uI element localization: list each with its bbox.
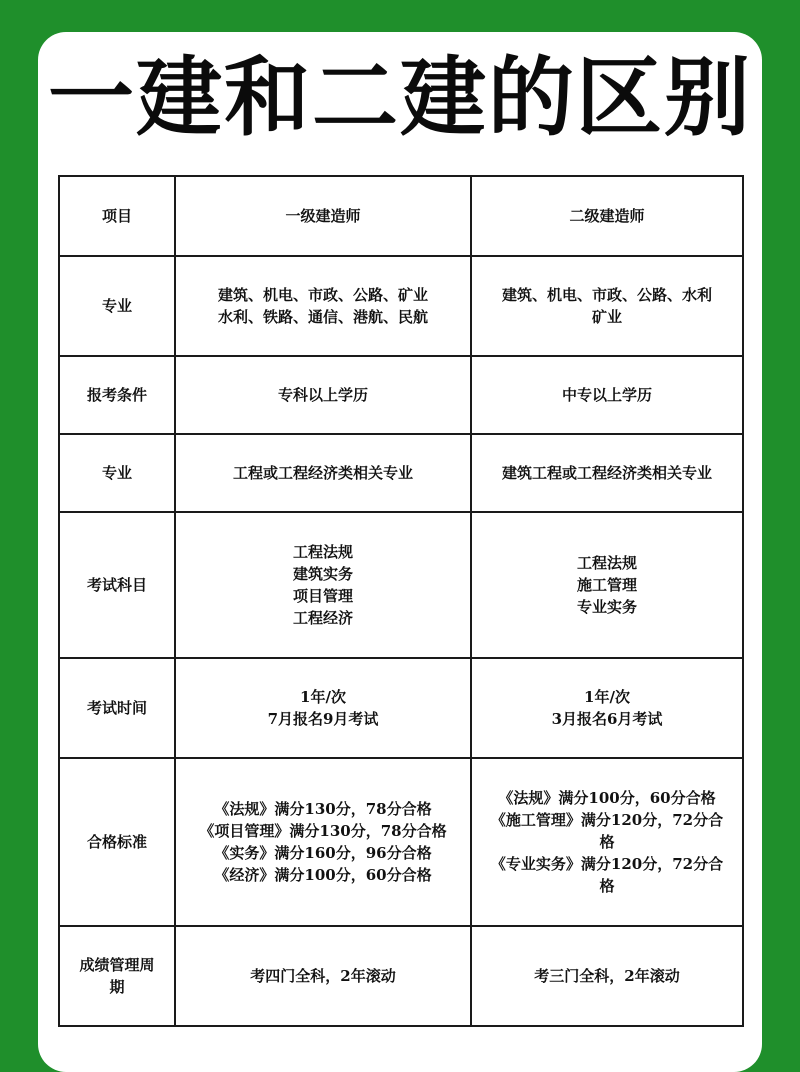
cell-text-line: 工程经济 <box>292 609 353 627</box>
row-label-cell <box>59 658 175 758</box>
level-one-cell <box>175 658 471 758</box>
level-one-cell <box>175 758 471 926</box>
cell-text-line: 专科以上学历 <box>277 386 368 404</box>
row-label: 考试科目 <box>86 576 147 594</box>
cell-text-line: 《专业实务》满分120分，72分合 <box>490 855 724 873</box>
cell-text-line: 项目管理 <box>292 587 353 605</box>
cell-text-line: 格 <box>599 877 615 895</box>
cell-text-line: 1年/次 <box>300 688 346 706</box>
cell-text-line: 建筑实务 <box>292 565 353 583</box>
row-label-cell <box>59 512 175 658</box>
level-two-cell <box>471 512 743 658</box>
table-row <box>59 256 743 356</box>
cell-text-line: 考三门全科，2年滚动 <box>534 967 680 985</box>
cell-text-line: 矿业 <box>591 308 622 326</box>
cell-text-line: 《经济》满分100分，60分合格 <box>214 866 432 884</box>
cell-text-line: 考四门全科，2年滚动 <box>250 967 396 985</box>
level-two-cell <box>471 356 743 434</box>
cell-text-line: 施工管理 <box>576 576 637 594</box>
row-label-cell <box>59 256 175 356</box>
cell-text-line: 中专以上学历 <box>561 386 652 404</box>
level-one-cell <box>175 434 471 512</box>
row-label: 考试时间 <box>86 699 147 717</box>
row-label: 成绩管理周期 <box>79 956 155 996</box>
cell-text-line: 水利、铁路、通信、港航、民航 <box>217 308 428 326</box>
level-two-cell <box>471 434 743 512</box>
cell-text-line: 建筑、机电、市政、公路、水利 <box>501 286 712 304</box>
cell-text-line: 工程法规 <box>292 543 353 561</box>
cell-text-line: 《法规》满分100分，60分合格 <box>498 789 716 807</box>
cell-text-line: 专业实务 <box>576 598 637 616</box>
level-two-cell <box>471 658 743 758</box>
row-label: 专业 <box>101 464 132 482</box>
table-row <box>59 758 743 926</box>
level-one-cell <box>175 926 471 1026</box>
level-two-cell <box>471 176 743 256</box>
table-body <box>59 176 743 1026</box>
level-two-cell <box>471 926 743 1026</box>
row-label: 合格标准 <box>86 833 147 851</box>
cell-text-line: 《实务》满分160分，96分合格 <box>214 844 432 862</box>
level-one-cell <box>175 256 471 356</box>
row-label: 报考条件 <box>86 386 147 404</box>
page-title: 一建和二建的区别 <box>48 48 752 148</box>
cell-text-line: 建筑、机电、市政、公路、矿业 <box>217 286 428 304</box>
row-label-cell <box>59 926 175 1026</box>
cell-text-line: 建筑工程或工程经济类相关专业 <box>501 464 712 482</box>
row-label-cell <box>59 356 175 434</box>
row-label-cell <box>59 434 175 512</box>
cell-text-line: 1年/次 <box>584 688 630 706</box>
table-row <box>59 658 743 758</box>
cell-text-line: 工程或工程经济类相关专业 <box>232 464 413 482</box>
cell-text-line: 《项目管理》满分130分，78分合格 <box>199 822 447 840</box>
row-label: 专业 <box>101 297 132 315</box>
cell-text-line: 二级建造师 <box>569 207 645 225</box>
row-label: 项目 <box>101 207 132 225</box>
cell-text-line: 一级建造师 <box>285 207 361 225</box>
level-one-cell <box>175 356 471 434</box>
level-one-cell <box>175 176 471 256</box>
table-row <box>59 512 743 658</box>
cell-text-line: 工程法规 <box>576 554 637 572</box>
cell-text-line: 3月报名6月考试 <box>551 710 663 728</box>
level-one-cell <box>175 512 471 658</box>
level-two-cell <box>471 256 743 356</box>
table-row <box>59 176 743 256</box>
table-row <box>59 434 743 512</box>
row-label-cell <box>59 758 175 926</box>
table-row <box>59 926 743 1026</box>
cell-text-line: 《法规》满分130分，78分合格 <box>214 800 432 818</box>
cell-text-line: 7月报名9月考试 <box>267 710 379 728</box>
row-label-cell <box>59 176 175 256</box>
level-two-cell <box>471 758 743 926</box>
comparison-table <box>58 175 744 1027</box>
cell-text-line: 格 <box>599 833 615 851</box>
cell-text-line: 《施工管理》满分120分，72分合 <box>490 811 724 829</box>
table-row <box>59 356 743 434</box>
